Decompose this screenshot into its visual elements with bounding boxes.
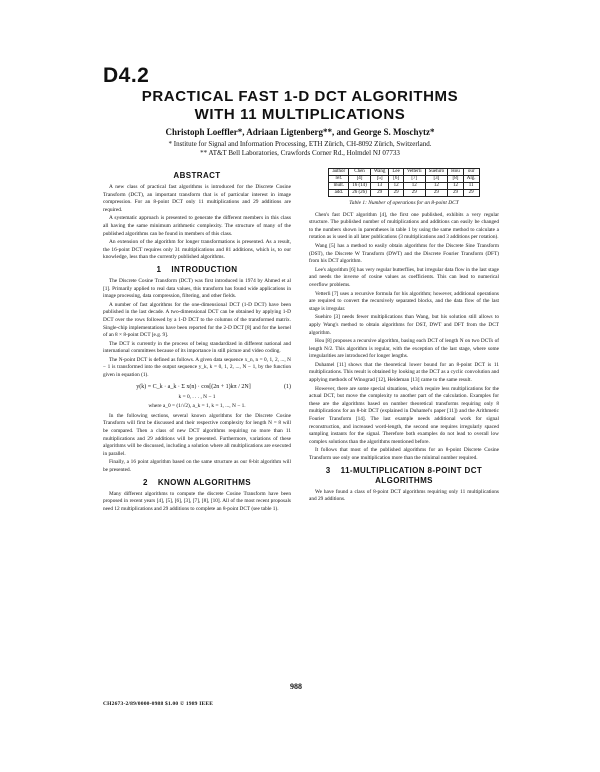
affiliation-1: * Institute for Signal and Information Processing, ETH Zürich, CH-8092 Zürich, Switzerland. <box>168 140 432 148</box>
table-row <box>329 190 479 197</box>
body-paragraph: Lee's algorithm [6] has very regular butterflies, but irregular data flow in the last stage and needs the inverse of cosine values as coefficients. This can lead to numerical overflow problems. <box>309 266 499 288</box>
copyright-footer: CH2673-2/89/0000-0988 $1.00 © 1989 IEEE <box>103 701 214 707</box>
table-cell: Wang <box>370 169 389 176</box>
table-cell: 13 <box>370 183 389 190</box>
left-column <box>103 168 291 568</box>
page-number: 988 <box>290 682 302 691</box>
table-cell: 26 (26) <box>349 190 371 197</box>
body-paragraph: We have found a class of 8-point DCT algorithms requiring only 11 multiplications and 29 additions. <box>309 488 499 503</box>
paper-title-line1: PRACTICAL FAST 1-D DCT ALGORITHMS <box>141 88 459 105</box>
table-row <box>329 169 479 176</box>
body-paragraph: It follows that most of the published algorithms for an 8-point Discrete Cosine Transform use only one multiplication more than the minimal number required. <box>309 447 499 461</box>
table-cell: 12 <box>448 183 464 190</box>
table-cell: add. <box>329 190 349 197</box>
equation-range: k = 0, . . . , N − 1 <box>178 393 216 400</box>
table-row <box>329 176 479 183</box>
table-cell: [4] <box>349 176 371 183</box>
body-paragraph: The Discrete Cosine Transform (DCT) was first introduced in 1974 by Ahmed et al [1]. Primarily applied to real data values, this transform has found wide applications in image processing, data compression, filtering, and other fields. <box>103 277 291 300</box>
abstract-heading: ABSTRACT <box>173 171 221 180</box>
body-paragraph: In the following sections, several known algorithms for the Discrete Cosine Transform will first be discussed and their respective complexity for length N = 8 will be compared. Then a class of new DCT algorithms requiring no more than 11 multiplications and 29 additions will be presented. Furthermore, variations of these algorithms will be discussed, including a solution where all multiplications are executed in parallel. <box>103 412 291 457</box>
table-cell: 16 (14) <box>349 183 371 190</box>
table-caption: Table 1: Number of operations for an 8-point DCT <box>349 200 459 206</box>
body-paragraph: Hou [8] proposes a recursive algorithm, basing each DCT of length N on two DCTs of length N/2. This algorithm is regular, with the exception of the last stage, where some irregularities are introduced for longer lengths. <box>309 338 499 360</box>
table-cell: 29 <box>389 190 404 197</box>
table-cell: [7] <box>403 176 425 183</box>
section-title: KNOWN ALGORITHMS <box>157 477 252 487</box>
table-cell: mult. <box>329 183 349 190</box>
section-title: 11-MULTIPLICATION 8-POINT DCT ALGORITHMS <box>340 465 483 485</box>
body-paragraph: Finally, a 16 point algorithm based on the same structure as our 8-bit algorithm will be presented. <box>103 459 291 473</box>
table-cell: [3] <box>425 176 448 183</box>
table-cell: 11 <box>463 183 479 190</box>
author-list: Christoph Loeffler*, Adriaan Ligtenberg**, and George S. Moschytz* <box>165 127 435 137</box>
body-paragraph: However, there are some special situations, which require less multiplications for the actual DCT, but move the complexity to another part of the calculation. Examples for these are the algorithms based on number theoretical transforms requiring only 8 multiplications for an 8-bit DCT (explained in Duhamel's paper [11]) and the Arithmetic Fourier Transform [14]. The last example needs additional work for signal reconstruction, and increased word-length, the second one requires irregularly spaced sampling instants for the signal. Therefore both examples do not lead to overall low complex solutions than the algorithms mentioned before. <box>309 385 499 445</box>
abstract-paragraph: An extension of the algorithm for longer transformations is presented. As a result, the 16-point DCT requires only 31 multiplications and 81 additions, which is, to our knowledge, less than the currently published algorithms. <box>103 239 291 261</box>
table-cell: [5] <box>370 176 389 183</box>
body-paragraph: The N-point DCT is defined as follows. A given data sequence x_n, n = 0, 1, 2, ..., N − 1 is transformed into the output sequence y_k, k = 0, 1, 2, ..., N − 1, by the function given in equation (1). <box>103 356 291 379</box>
table-cell: Chen <box>349 169 371 176</box>
table-cell: our <box>463 169 479 176</box>
body-paragraph: Duhamel [11] shows that the theoretical lower bound for an 8-point DCT is 11 multiplications. This result is obtained by looking at the DCT as a cyclic convolution and applying methods of Winograd [12], Heideman [13] came to the same result. <box>309 361 499 384</box>
table-cell: Alg. <box>463 176 479 183</box>
body-paragraph: The DCT is currently in the process of being standardized in different national and international committees because of its importance in still picture and video coding. <box>103 340 291 355</box>
table-cell: 29 <box>403 190 425 197</box>
equation-where: where a_0 = (1/√2), a_k = 1, k = 1, ..., N − 1. <box>148 403 246 410</box>
body-paragraph: Chen's fast DCT algorithm [4], the first one published, exhibits a very regular structure. The published number of multiplications and additions can easily be changed to the numbers shown in parentheses in table 1 by using the same method to calculate a rotation as is used in all later publications (3 multiplications and 3 additions per rotation). <box>309 211 499 241</box>
section-number: 2 <box>142 477 148 487</box>
table-cell: 29 <box>448 190 464 197</box>
operations-table <box>328 168 479 197</box>
body-paragraph: Many different algorithms to compute the discrete Cosine Transform have been proposed in recent years [4], [5], [6], [3], [7], [8], [10]. All of the most recent proposals need 12 multiplications and 29 additions to complete an 8-point DCT (see table 1). <box>103 490 291 512</box>
table-cell: Vetterli <box>403 169 425 176</box>
right-column <box>309 168 499 588</box>
table-cell: 12 <box>403 183 425 190</box>
section-2-heading <box>103 478 291 488</box>
abstract-paragraph: A systematic approach is presented to generate the different members in this class all having the same minimum arithmetic complexity. The structure of many of the published algorithms can be found in members of this class. <box>103 215 291 237</box>
table-cell: 12 <box>389 183 404 190</box>
session-id: D4.2 <box>103 64 150 87</box>
equation-number: (1) <box>284 383 291 390</box>
abstract-paragraph: A new class of practical fast algorithms is introduced for the Discrete Cosine Transform (DCT), an important transform that is of particular interest in image compression. For an 8-point DCT only 11 multiplications and 29 additions are required. <box>103 184 291 213</box>
affiliation-2: ** AT&T Bell Laboratories, Crawfords Corner Rd., Holmdel NJ 07733 <box>200 149 400 157</box>
table-cell: [8] <box>448 176 464 183</box>
table-cell: 29 <box>463 190 479 197</box>
table-cell: 29 <box>425 190 448 197</box>
section-3-heading <box>309 466 499 486</box>
body-paragraph: Wang [5] has a method to easily obtain algorithms for the Discrete Sine Transform (DST), the Discrete W Transform (DWT) and the Discrete Fourier Transform (DFT) from his DCT algorithm. <box>309 242 499 265</box>
equation-1 <box>103 383 291 391</box>
table-row <box>329 183 479 190</box>
section-number: 1 <box>156 264 162 274</box>
body-paragraph: Vetterli [7] uses a recursive formula for his algorithm; however, additional operations are required to convert the recursively separated blocks, and the data flow of the last stage is irregular. <box>309 290 499 312</box>
paper-title-line2: WITH 11 MULTIPLICATIONS <box>194 106 406 123</box>
table-cell: 12 <box>425 183 448 190</box>
section-1-heading <box>103 265 291 275</box>
table-cell: ref. <box>329 176 349 183</box>
table-cell: [6] <box>389 176 404 183</box>
table-cell: Suehiro <box>425 169 448 176</box>
table-cell: author <box>329 169 349 176</box>
section-number: 3 <box>325 465 331 475</box>
table-cell: 29 <box>370 190 389 197</box>
body-paragraph: A number of fast algorithms for the one-dimensional DCT (1-D DCT) have been published in the last decade. A two-dimensional DCT can be obtained by applying 1-D DCT over the rows followed by a 1-D DCT to the columns of the transformed matrix. Single-chip implementations have been reported for the 2-D DCT [8] and for the kernel of an 8 × 8-point DCT [e.g. 9]. <box>103 301 291 339</box>
equation-body: y(k) = C_k · a_k · Σ x(n) · cos[(2n + 1)kπ / 2N] <box>136 383 251 390</box>
section-title: INTRODUCTION <box>171 264 238 274</box>
table-cell: Lee <box>389 169 404 176</box>
table-cell: Hou <box>448 169 464 176</box>
body-paragraph: Suehiro [3] needs fewer multiplications than Wang, but his solution still allows to apply Wang's method to obtain algorithms for DST, DWT and DFT from the DCT algorithm. <box>309 314 499 336</box>
